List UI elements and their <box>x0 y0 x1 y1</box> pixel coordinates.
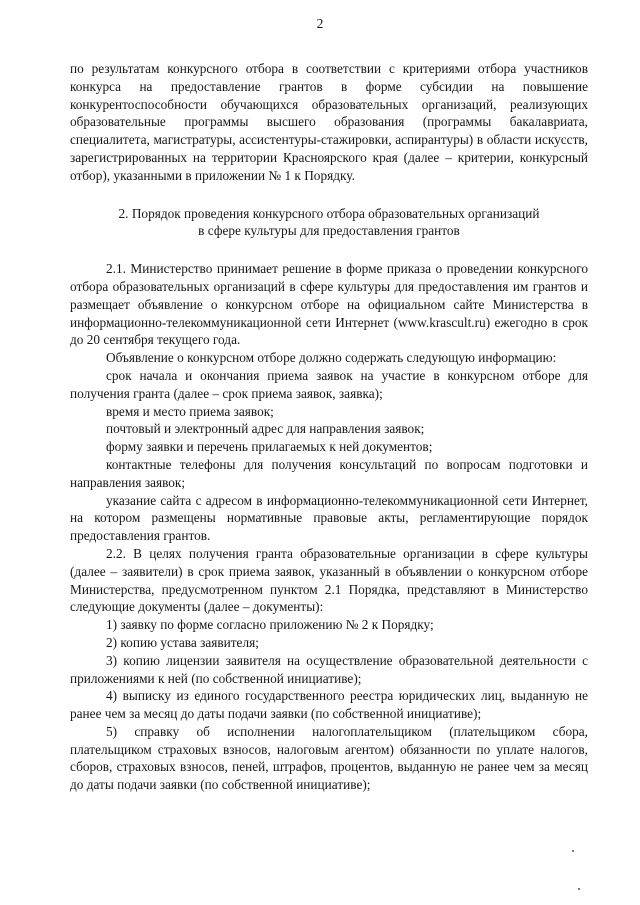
announcement-intro: Объявление о конкурсном отборе должно содержать следующую информацию: <box>106 350 557 366</box>
announcement-item-form: форму заявки и перечень прилагаемых к ней документов; <box>106 439 433 455</box>
document-item-1: 1) заявку по форме согласно приложению № 2 к Порядку; <box>106 617 434 633</box>
section-heading-line-2: в сфере культуры для предоставления грантов <box>198 223 460 239</box>
document-item-2: 2) копию устава заявителя; <box>106 634 259 650</box>
section-heading <box>70 205 588 241</box>
announcement-item-phones: контактные телефоны для получения консультаций по вопросам подготовки и направления заявок; <box>70 456 588 490</box>
page-number: 2 <box>316 16 324 31</box>
scan-speck <box>578 888 580 890</box>
document-body <box>70 60 588 794</box>
scan-speck <box>572 850 574 852</box>
document-item-4: 4) выписку из единого государственного реестра юридических лиц, выданную не ранее чем за месяц до даты подачи заявки (по собственной инициативе); <box>70 688 588 722</box>
document-item-3: 3) копию лицензии заявителя на осуществление образовательной деятельности с приложениями к ней (по собственной инициативе); <box>70 652 588 686</box>
announcement-item-place: время и место приема заявок; <box>106 403 274 419</box>
paragraph-2-2: 2.2. В целях получения гранта образовательные организации в сфере культуры (далее – заявители) в срок приема заявок, указанный в объявлении о конкурсном отборе Министерства, предусмотренном пунктом 2.1 Порядка, представляют в Министерство следующие документы (далее – документы): <box>70 545 588 615</box>
document-item-5: 5) справку об исполнении налогоплательщиком (плательщиком сбора, плательщиком страховых взносов, налоговым агентом) обязанности по уплате налогов, сборов, страховых взносов, пеней, штрафов, процентов, выданную не ранее чем за месяц до даты подачи заявки (по собственной инициативе); <box>70 723 588 793</box>
announcement-item-address: почтовый и электронный адрес для направления заявок; <box>106 421 425 437</box>
section-heading-line-1: 2. Порядок проведения конкурсного отбора образовательных организаций <box>118 205 540 221</box>
paragraph-2-1: 2.1. Министерство принимает решение в форме приказа о проведении конкурсного отбора образовательных организаций в сфере культуры для предоставления им грантов и размещает объявление о конкурсном отборе на официальном сайте Министерства в информационно-телекоммуникационной сети Интернет (www.krascult.ru) ежегодно в срок до 20 сентября текущего года. <box>70 261 588 348</box>
announcement-item-deadline: срок начала и окончания приема заявок на участие в конкурсном отборе для получения гранта (далее – срок приема заявок, заявка); <box>70 367 588 401</box>
announcement-item-website: указание сайта с адресом в информационно-телекоммуникационной сети Интернет, на котором размещены нормативные правовые акты, регламентирующие порядок предоставления грантов. <box>70 492 588 544</box>
intro-paragraph: по результатам конкурсного отбора в соответствии с критериями отбора участников конкурса на предоставление грантов в форме субсидии на повышение конкурентоспособности обучающихся образовательных организаций, реализующих образовательные программы высшего образования (программы бакалавриата, специалитета, магистратуры, ассистентуры-стажировки, аспирантуры) в области искусств, зарегистрированных на территории Красноярского края (далее – критерии, конкурсный отбор), указанными в приложении № 1 к Порядку. <box>70 61 588 183</box>
